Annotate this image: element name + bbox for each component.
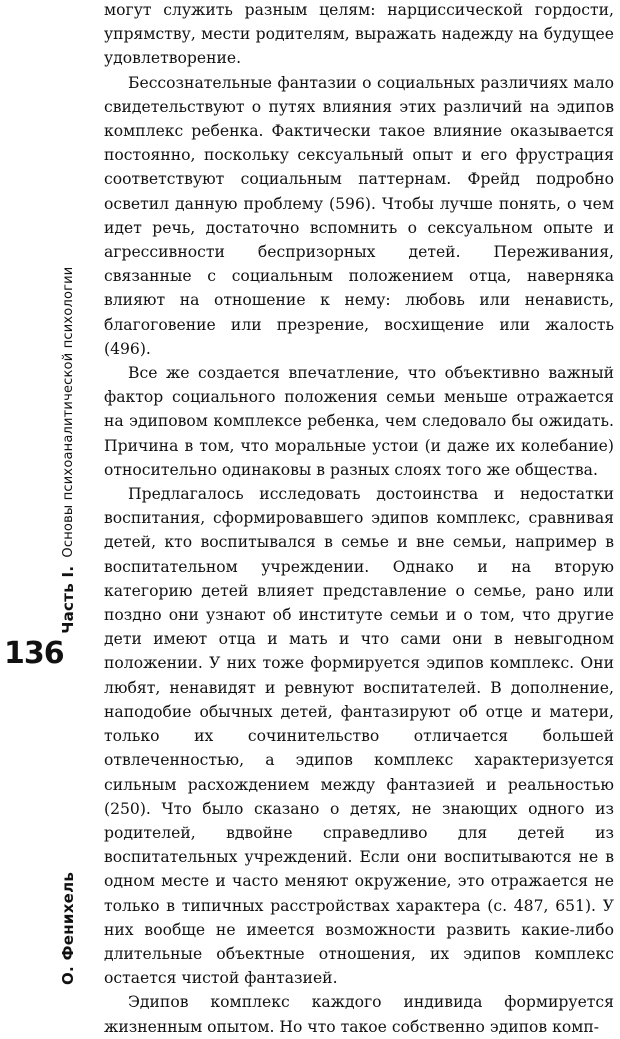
paragraph: Все же создается впечатление, что объективно важный фактор социального положения семьи меньше отражается на эдиповом комплексе ребенка, чем следовало бы ожидать. Причина в том, что моральные устои (и даже их колебание) относительно одинаковы в разных слоях того же общества. — [104, 364, 614, 479]
running-header — [0, 0, 86, 991]
paragraph: Бессознательные фантазии о социальных различиях мало свидетельствуют о путях влияния этих различий на эдипов комплекс ребенка. Фактически такое влияние оказывается постоянно, поскольку сексуальный опыт и его фрустрация соответствуют социальным паттернам. Фрейд подробно осветил данную проблему (596). Чтобы лучше понять, о чем идет речь, достаточно вспомнить о сексуальном опыте и агрессивности беспризорных детей. Переживания, связанные с социальным положением отца, наверняка влияют на отношение к нему: любовь или ненависть, благоговение или презрение, восхищение или жалость (496). — [104, 73, 614, 358]
running-header-title: Основы психоаналитической психологии — [60, 266, 76, 558]
paragraph: могут служить разным целям: нарциссической гордости, упрямству, мести родителям, выражать надежду на будущее удовлетворение. — [104, 1, 614, 68]
running-header-part: Часть I. — [59, 565, 77, 634]
body-text — [104, 0, 614, 1039]
running-header-line — [56, 165, 80, 985]
paragraph: Предлагалось исследовать достоинства и недостатки воспитания, сформировавшего эдипов комплекс, сравнивая детей, кто воспитывался в семье и вне семьи, например в воспитательном учреждении. Однако и на вторую категорию детей влияет представление о семье, рано или поздно они узнают об институте семьи и о том, что другие дети имеют отца и мать и что сами они в невыгодном положении. У них тоже формируется эдипов комплекс. Они любят, ненавидят и ревнуют воспитателей. В дополнение, наподобие обычных детей, фантазируют об отце и матери, только их сочинительство отличается большей отвлеченностью, а эдипов комплекс характеризуется сильным расхождением между фантазией и реальностью (250). Что было сказано о детях, не знающих одного из родителей, вдвойне справедливо для детей из воспитательных учреждений. Если они воспитываются не в одном месте и часто меняют окружение, это отражается не только в типичных расстройствах характера (с. 487, 651). У них вообще не имеется возможности развить какие-либо длительные объектные отношения, их эдипов комплекс остается чистой фантазией. — [104, 485, 614, 988]
page-number: 136 — [4, 636, 64, 671]
paragraph: Эдипов комплекс каждого индивида формируется жизненным опытом. Но что такое собственно эдипов комп- — [104, 993, 614, 1036]
running-header-author: О. Фенихель — [59, 871, 77, 985]
